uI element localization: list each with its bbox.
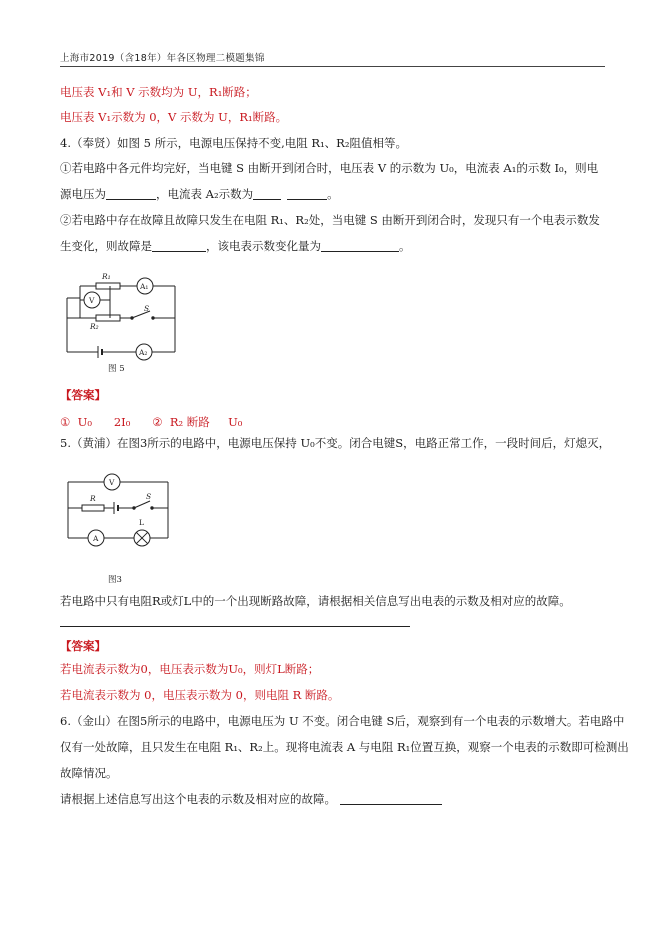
q4-fig-label-a1: A₁ bbox=[140, 282, 149, 291]
q4-fig-label-s: S bbox=[144, 304, 150, 313]
q4-blank-source-voltage[interactable] bbox=[106, 187, 156, 200]
q6-line-1: 6.（金山）在图5所示的电路中，电源电压为 U 不变。闭合电键 S后，观察到有一个电表的示数增大。若电路中 bbox=[60, 714, 625, 728]
q5-answer-line-2: 若电流表示数为 0，电压表示数为 0，则电阻 R 断路。 bbox=[60, 688, 340, 702]
q6-line-2: 仅有一处故障，且只发生在电阻 R₁、R₂上。现将电流表 A 与电阻 R₁位置互换，观察一个电表的示数即可检测出 bbox=[60, 740, 629, 754]
q4-part2-line1: ②若电路中存在故障且故障只发生在电阻 R₁、R₂处，当电键 S 由断开到闭合时，发现只有一个电表示数发 bbox=[60, 213, 600, 227]
q4-blank-a2-reading-1[interactable] bbox=[253, 187, 281, 200]
q4-blank-fault[interactable] bbox=[152, 239, 206, 252]
q4-fig-caption: 图 5 bbox=[108, 364, 125, 374]
q5-fig-label-a: A bbox=[93, 534, 99, 543]
q5-fig-label-r: R bbox=[90, 494, 96, 503]
q5-fig-label-v: V bbox=[109, 478, 115, 487]
q4-part2-text-c: 。 bbox=[399, 239, 411, 253]
q6-answer-blank[interactable] bbox=[340, 792, 442, 805]
q4-answer-heading: 【答案】 bbox=[60, 388, 106, 402]
q6-line-3: 故障情况。 bbox=[60, 766, 118, 780]
q4-fig-label-r2: R₂ bbox=[90, 322, 99, 331]
q5-fig-label-l: L bbox=[139, 518, 144, 527]
q6-line-4 bbox=[60, 791, 442, 807]
q4-answer: ① U₀ 2I₀ ② R₂ 断路 U₀ bbox=[60, 415, 243, 429]
q5-stem: 5.（黄浦）在图3所示的电路中，电源电压保持 U₀不变。闭合电键S，电路正常工作，一段时间后，灯熄灭， bbox=[60, 436, 611, 450]
q4-fig-label-v: V bbox=[89, 296, 95, 305]
q4-part2-text-a: 生变化，则故障是 bbox=[60, 239, 152, 253]
q4-circuit-figure bbox=[60, 268, 190, 378]
q5-answer-line-1: 若电流表示数为0，电压表示数为U₀，则灯L断路； bbox=[60, 662, 320, 676]
q5-answer-blank[interactable] bbox=[60, 626, 410, 627]
q4-part2-line2 bbox=[60, 238, 411, 254]
prev-answer-line-1: 电压表 V₁和 V 示数均为 U，R₁断路； bbox=[60, 85, 257, 99]
q5-fig-caption: 图3 bbox=[108, 575, 122, 585]
q4-part1-line2 bbox=[60, 186, 339, 202]
q4-part1-text-c: 。 bbox=[327, 187, 339, 201]
q4-blank-a2-reading-2[interactable] bbox=[287, 187, 327, 200]
q4-blank-change[interactable] bbox=[321, 239, 399, 252]
q4-part1-text-a: 源电压为 bbox=[60, 187, 106, 201]
q4-part1-text-b: ，电流表 A₂示数为 bbox=[156, 187, 254, 201]
header-rule bbox=[60, 66, 605, 67]
q5-question: 若电路中只有电阻R或灯L中的一个出现断路故障，请根据相关信息写出电表的示数及相对应的故障。 bbox=[60, 594, 571, 608]
q5-circuit-figure bbox=[60, 470, 180, 586]
q5-answer-heading: 【答案】 bbox=[60, 639, 106, 653]
q4-part1-line1: ①若电路中各元件均完好，当电键 S 由断开到闭合时，电压表 V 的示数为 U₀，电流表 A₁的示数 I₀，则电 bbox=[60, 161, 599, 175]
q4-fig-label-r1: R₁ bbox=[102, 272, 111, 281]
q4-fig-label-a2: A₂ bbox=[139, 348, 148, 357]
prev-answer-line-2: 电压表 V₁示数为 0，V 示数为 U，R₁断路。 bbox=[60, 110, 288, 124]
q4-stem: 4.（奉贤）如图 5 所示，电源电压保持不变,电阻 R₁、R₂阻值相等。 bbox=[60, 136, 407, 150]
q6-line-4-text: 请根据上述信息写出这个电表的示数及相对应的故障。 bbox=[60, 792, 336, 806]
q5-fig-label-s: S bbox=[146, 492, 152, 501]
page-header: 上海市2019（含18年）年各区物理二模题集锦 bbox=[60, 53, 265, 64]
q4-part2-text-b: ，该电表示数变化量为 bbox=[206, 239, 321, 253]
